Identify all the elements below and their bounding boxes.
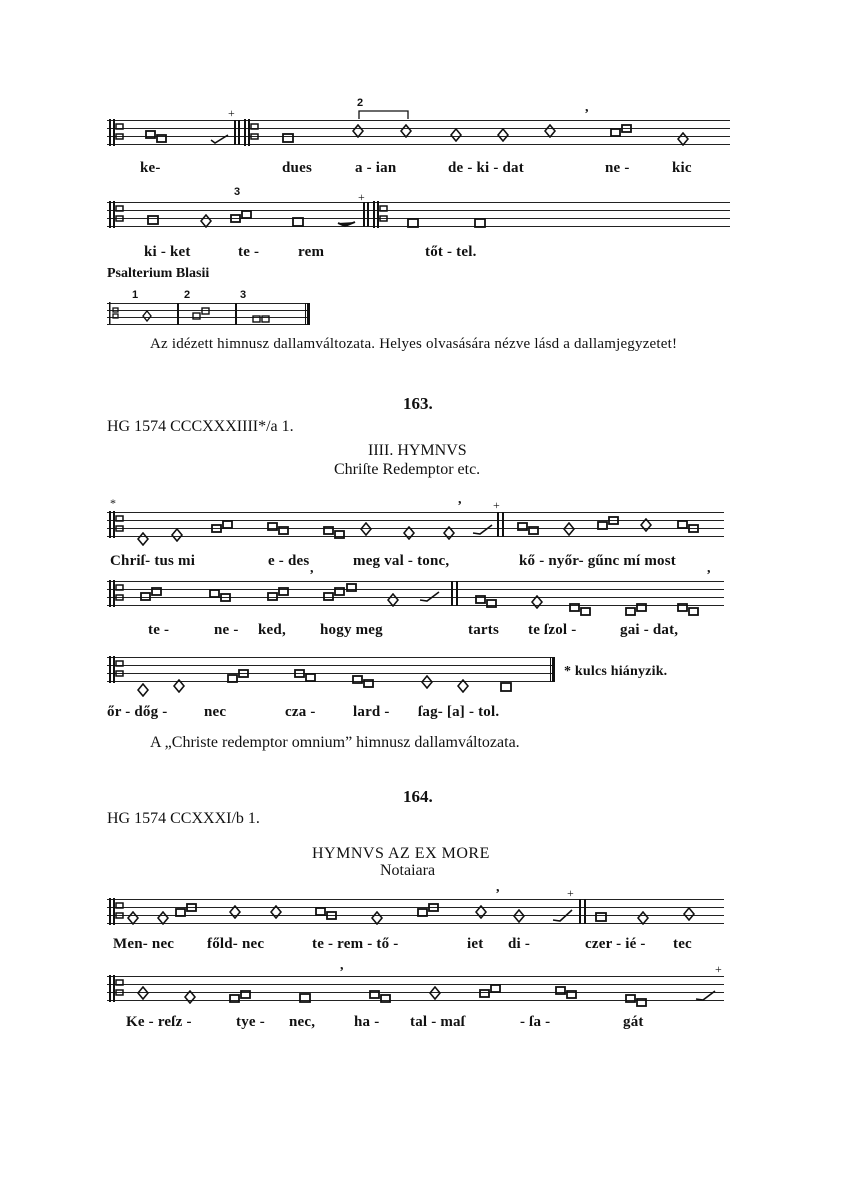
liquescent-neume: [695, 990, 717, 1002]
neume: [610, 124, 634, 138]
c-clef-icon: [107, 580, 125, 607]
lyric: meg val - tonc,: [353, 553, 450, 569]
rhombus-note: [400, 124, 412, 138]
rhombus-note: [371, 911, 383, 925]
rhombus-note: [475, 905, 487, 919]
rhombus-note: [137, 532, 149, 546]
custos-mark: +: [228, 106, 235, 120]
barline: [363, 202, 365, 227]
neume: [227, 669, 251, 685]
lyric: gát: [623, 1014, 644, 1030]
neume: [252, 313, 274, 325]
lyric: ſag- [a] - tol.: [418, 704, 500, 720]
barline: [235, 303, 237, 325]
c-clef-icon: [107, 656, 125, 683]
lyric: kő - nyőr- gűnc mí most: [519, 553, 676, 569]
hymn-subtitle: Chriſte Redemptor etc.: [334, 461, 481, 478]
liquescent-neume: [419, 591, 441, 603]
rhombus-note: [450, 128, 462, 142]
rhombus-note: [421, 675, 433, 689]
hymn-title: IIII. HYMNVS: [368, 442, 467, 459]
lyric: cza -: [285, 704, 316, 720]
lyric: te ſzol -: [528, 622, 577, 638]
rhombus-note: [184, 990, 196, 1004]
neume: [352, 675, 376, 689]
staff-164-1: [107, 899, 724, 925]
c-clef-icon: [107, 898, 125, 925]
neume: [500, 681, 514, 693]
rhombus-note: [403, 526, 415, 540]
lyric: Chriſ- tus mi: [110, 553, 196, 569]
lyric: te - rem - tő -: [312, 936, 399, 952]
lyric: tye -: [236, 1014, 265, 1030]
lyric: di -: [508, 936, 531, 952]
neume: [315, 907, 339, 921]
neume: [677, 520, 701, 534]
rhombus-note: [157, 911, 169, 925]
neume: [294, 669, 318, 683]
barline: [451, 581, 453, 606]
hymn-title: HYMNVS AZ EX MORE: [312, 845, 490, 862]
rhombus-note: [173, 679, 185, 693]
lyric: rem: [298, 244, 325, 260]
lyric: őr - dőg -: [107, 704, 168, 720]
barline: [456, 581, 458, 606]
neume: [211, 520, 235, 534]
rhombus-note: [443, 526, 455, 540]
neume: [625, 603, 649, 617]
lyric: dues: [282, 160, 312, 176]
lyric: lard -: [353, 704, 390, 720]
staff-164-2: [107, 976, 724, 1002]
rhombus-note: [142, 310, 152, 322]
breath-mark: ,: [458, 492, 462, 507]
neume: [595, 911, 609, 923]
lyric: ha -: [354, 1014, 380, 1030]
lyric: főld- nec: [207, 936, 265, 952]
lyric: te -: [238, 244, 260, 260]
lyric: tarts: [468, 622, 499, 638]
neume: [282, 132, 296, 144]
rhombus-note: [640, 518, 652, 532]
custos-mark: +: [567, 886, 574, 900]
ps-number: 3: [240, 289, 247, 301]
staff-162-1: [107, 120, 730, 146]
neume: [335, 583, 359, 597]
lyric: nec,: [289, 1014, 316, 1030]
lyric: a - ian: [355, 160, 397, 176]
hymn-number: 164.: [403, 787, 433, 806]
rhombus-note: [513, 909, 525, 923]
barline: [497, 512, 499, 537]
bracket-number: 2: [357, 97, 364, 109]
lyric: tal - maſ: [410, 1014, 466, 1030]
rhombus-note: [360, 522, 372, 536]
lyric: e - des: [268, 553, 310, 569]
lyric: Ke - reſz -: [126, 1014, 192, 1030]
hymn-number: 163.: [403, 394, 433, 413]
staff-psalterium: [107, 303, 310, 325]
neume: [407, 217, 421, 229]
rhombus-note: [531, 595, 543, 609]
ps-number: 2: [184, 289, 191, 301]
asterisk-mark: *: [110, 496, 116, 510]
lyric: ki - ket: [144, 244, 191, 260]
liquescent-neume: [337, 220, 357, 228]
neume: [417, 903, 441, 919]
breath-mark: ,: [340, 958, 344, 973]
lyric: ne -: [214, 622, 239, 638]
liquescent-neume: [472, 524, 494, 536]
lyric: tőt - tel.: [425, 244, 477, 260]
rhombus-note: [127, 911, 139, 925]
barline: [367, 202, 369, 227]
neume: [230, 210, 254, 224]
rhombus-note: [352, 124, 364, 138]
neume: [140, 587, 164, 603]
lyric: iet: [467, 936, 484, 952]
neume: [267, 522, 291, 536]
barline: [584, 899, 586, 924]
lyric: gai - dat,: [620, 622, 679, 638]
neume: [267, 587, 291, 603]
neume: [475, 595, 499, 609]
lyric: ke-: [140, 160, 161, 176]
lyric: ked,: [258, 622, 286, 638]
custos-mark: +: [715, 962, 722, 976]
rhombus-note: [229, 905, 241, 919]
neume: [625, 994, 649, 1008]
ps-number: 1: [132, 289, 139, 301]
c-clef-icon: [371, 201, 389, 228]
hymn-subtitle: Notaiara: [380, 862, 436, 879]
barline: [579, 899, 581, 924]
lyric: - ſa -: [520, 1014, 551, 1030]
neume: [479, 984, 503, 1000]
neume: [292, 216, 306, 228]
c-clef-icon: [107, 511, 125, 538]
number-marker: 3: [234, 186, 241, 198]
custos-mark: +: [493, 498, 500, 512]
neume: [323, 526, 347, 540]
note-paragraph: Az idézett himnusz dallamváltozata. Helyes olvasására nézve lásd a dallamjegyzetet!: [150, 336, 678, 352]
neume: [517, 522, 541, 536]
psalterium-label: Psalterium Blasii: [107, 266, 210, 281]
source-reference: HG 1574 CCCXXXIIII*/a 1.: [107, 418, 294, 435]
neume: [147, 214, 161, 226]
final-barline: [305, 303, 310, 325]
rhombus-note: [637, 911, 649, 925]
lyric: nec: [204, 704, 227, 720]
breath-mark: ,: [310, 561, 314, 576]
neume: [569, 603, 593, 617]
c-clef-icon: [107, 201, 125, 228]
neume: [209, 589, 233, 603]
barline: [238, 120, 240, 145]
lyric: kic: [672, 160, 692, 176]
neume: [192, 307, 212, 321]
c-clef-icon: [107, 119, 125, 146]
rhombus-note: [200, 214, 212, 228]
liquescent-neume: [552, 909, 574, 923]
c-clef-icon: [107, 975, 125, 1002]
breath-mark: ,: [496, 880, 500, 895]
staff-163-3: [107, 657, 555, 683]
staff-163-1: [107, 512, 724, 538]
lyric: hogy meg: [320, 622, 383, 638]
breath-mark: ,: [585, 100, 589, 115]
rhombus-note: [677, 132, 689, 146]
rhombus-note: [457, 679, 469, 693]
rhombus-note: [429, 986, 441, 1000]
rhombus-note: [683, 907, 695, 921]
barline: [234, 120, 236, 145]
neume: [145, 129, 169, 143]
neume: [677, 603, 701, 617]
staff-162-2: [107, 202, 730, 228]
barline: [177, 303, 179, 325]
breath-mark: ,: [707, 561, 711, 576]
note-paragraph: A „Christe redemptor omnium” himnusz dallamváltozata.: [150, 734, 520, 751]
footnote: * kulcs hiányzik.: [564, 664, 668, 679]
custos-mark: +: [358, 190, 365, 204]
rhombus-note: [137, 986, 149, 1000]
neume: [555, 986, 579, 1000]
neume: [299, 992, 313, 1004]
c-clef-icon: [107, 302, 125, 329]
staff-163-2: [107, 581, 724, 607]
ligature-bracket: [358, 110, 410, 120]
lyric: Men- nec: [113, 936, 175, 952]
neume: [597, 516, 621, 532]
rhombus-note: [270, 905, 282, 919]
neume: [369, 990, 393, 1004]
lyric: de - ki - dat: [448, 160, 524, 176]
rhombus-note: [497, 128, 509, 142]
neume: [175, 903, 199, 919]
neume: [474, 217, 488, 229]
lyric: czer - ié -: [585, 936, 646, 952]
final-barline: [550, 657, 555, 682]
rhombus-note: [387, 593, 399, 607]
source-reference: HG 1574 CCXXXI/b 1.: [107, 810, 260, 827]
rhombus-note: [563, 522, 575, 536]
neume: [229, 990, 253, 1004]
barline: [502, 512, 504, 537]
c-clef-icon: [242, 119, 260, 146]
lyric: ne -: [605, 160, 630, 176]
rhombus-note: [544, 124, 556, 138]
rhombus-note: [137, 683, 149, 697]
liquescent-neume: [210, 134, 230, 144]
rhombus-note: [171, 528, 183, 542]
lyric: te -: [148, 622, 170, 638]
lyric: tec: [673, 936, 692, 952]
